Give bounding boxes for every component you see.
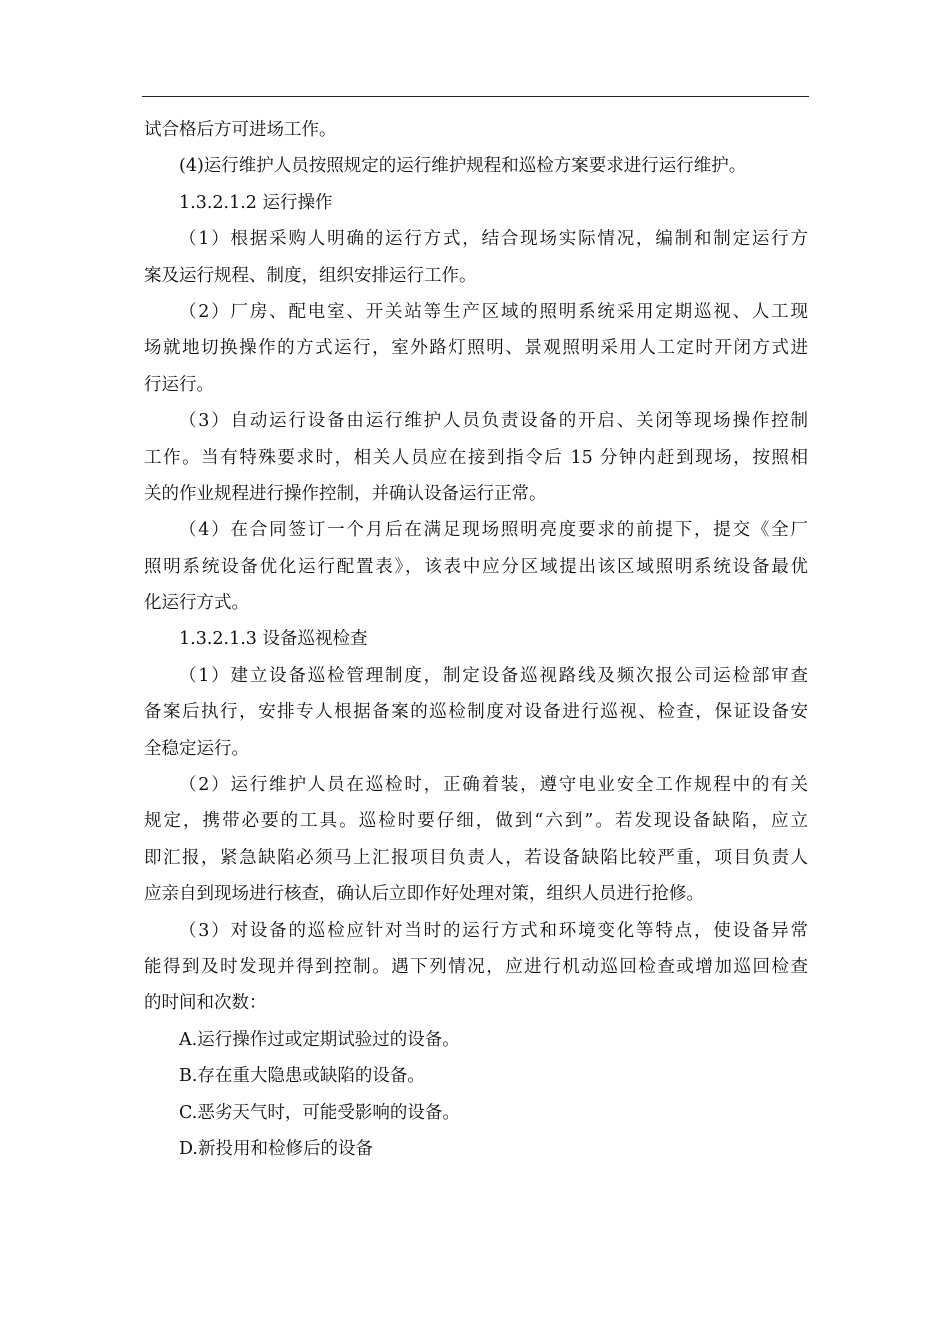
text-line: （1）根据采购人明确的运行方式，结合现场实际情况，编制和制定运行方 bbox=[179, 229, 808, 250]
text-line: 照明系统设备优化运行配置表》，该表中应分区域提出该区域照明系统设备最优 bbox=[144, 556, 808, 577]
text-line: 化运行方式。 bbox=[144, 593, 249, 614]
text-line: 规定，携带必要的工具。巡检时要仔细，做到“六到”。若发现设备缺陷，应立 bbox=[144, 811, 808, 832]
text-line: 1.3.2.1.2 运行操作 bbox=[179, 192, 333, 213]
text-line: 试合格后方可进场工作。 bbox=[144, 120, 337, 140]
text-line: (4)运行维护人员按照规定的运行维护规程和巡检方案要求进行运行维护。 bbox=[179, 156, 747, 177]
text-line: 工作。当有特殊要求时，相关人员应在接到指令后 15 分钟内赶到现场，按照相 bbox=[144, 447, 808, 468]
text-line: 案及运行规程、制度，组织安排运行工作。 bbox=[144, 265, 477, 286]
text-line: （3）对设备的巡检应针对当时的运行方式和环境变化等特点，使设备异常 bbox=[179, 920, 808, 941]
text-line: （1）建立设备巡检管理制度，制定设备巡视路线及频次报公司运检部审查 bbox=[179, 665, 808, 686]
text-line: 能得到及时发现并得到控制。遇下列情况，应进行机动巡回检查或增加巡回检查 bbox=[144, 956, 808, 977]
text-line: 场就地切换操作的方式运行，室外路灯照明、景观照明采用人工定时开闭方式进 bbox=[144, 338, 808, 359]
text-line: 行运行。 bbox=[144, 374, 214, 395]
text-line: B.存在重大隐患或缺陷的设备。 bbox=[179, 1066, 425, 1087]
text-line: （4）在合同签订一个月后在满足现场照明亮度要求的前提下，提交《全厂 bbox=[179, 520, 808, 541]
text-line: （2）厂房、配电室、开关站等生产区域的照明系统采用定期巡视、人工现 bbox=[179, 301, 808, 322]
text-line: 备案后执行，安排专人根据备案的巡检制度对设备进行巡视、检查，保证设备安 bbox=[144, 702, 808, 723]
text-line: （2）运行维护人员在巡检时，正确着装，遵守电业安全工作规程中的有关 bbox=[179, 775, 808, 796]
text-line: A.运行操作过或定期试验过的设备。 bbox=[179, 1029, 460, 1050]
text-line: 应亲自到现场进行核查，确认后立即作好处理对策，组织人员进行抢修。 bbox=[144, 884, 704, 905]
document-body bbox=[144, 112, 808, 1167]
text-line: 的时间和次数： bbox=[144, 993, 267, 1014]
header-rule bbox=[142, 96, 809, 97]
text-line: 即汇报，紧急缺陷必须马上汇报项目负责人，若设备缺陷比较严重，项目负责人 bbox=[144, 847, 808, 868]
text-line: 1.3.2.1.3 设备巡视检查 bbox=[179, 629, 368, 650]
text-line: D.新投用和检修后的设备 bbox=[179, 1138, 373, 1159]
text-line: C.恶劣天气时，可能受影响的设备。 bbox=[179, 1102, 460, 1123]
text-line: 关的作业规程进行操作控制，并确认设备运行正常。 bbox=[144, 483, 547, 504]
text-line: （3）自动运行设备由运行维护人员负责设备的开启、关闭等现场操作控制 bbox=[179, 411, 808, 432]
text-line: 全稳定运行。 bbox=[144, 738, 249, 759]
